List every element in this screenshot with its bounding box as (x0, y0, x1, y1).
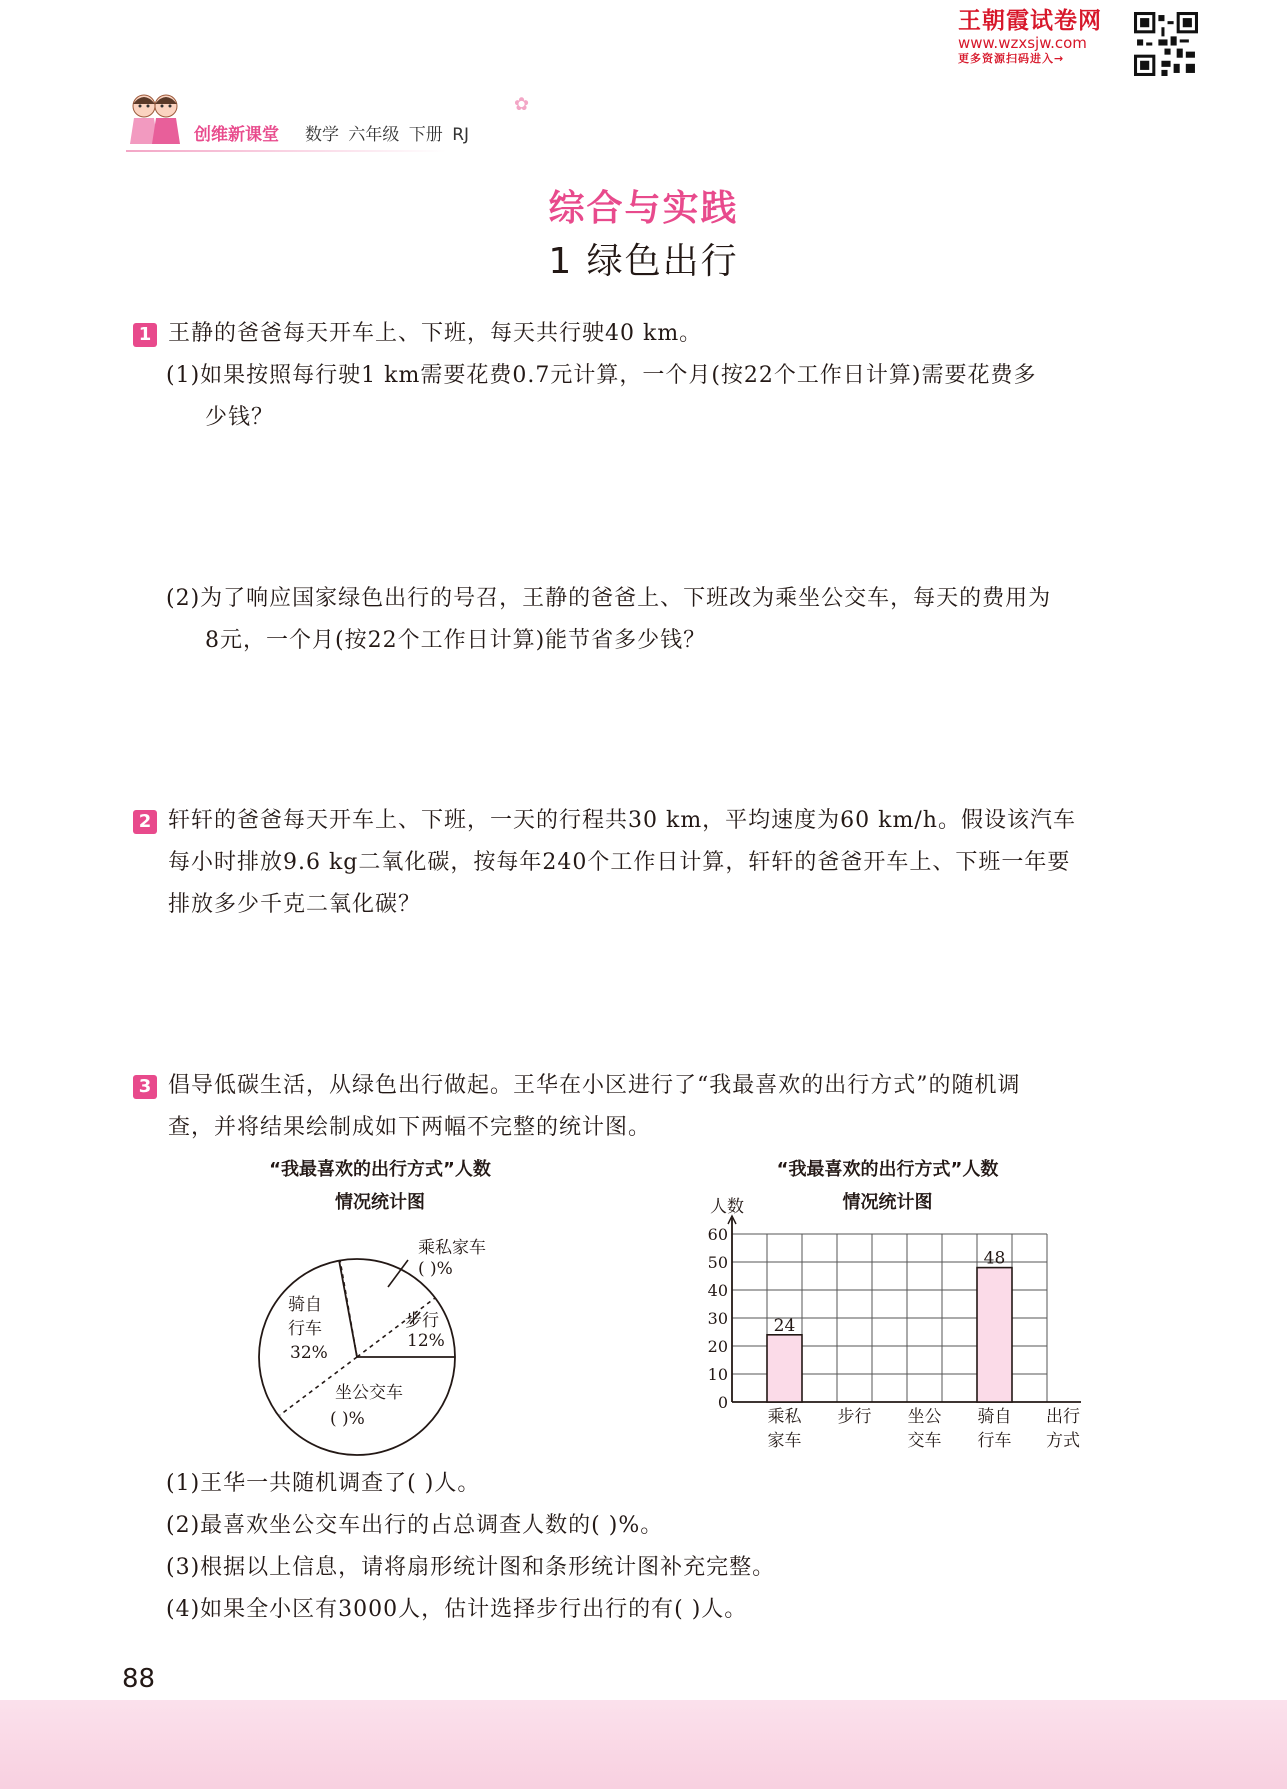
kids-mascot-icon (124, 88, 188, 152)
series-name: 创维新课堂 (194, 125, 279, 145)
question-2-line-2: 每小时排放9.6 kg二氧化碳，按每年240个工作日计算，轩轩的爸爸开车上、下班一年要 (168, 850, 1071, 875)
bar-value-label: 24 (773, 1315, 796, 1336)
x-axis-label-1: 出行 (1046, 1407, 1080, 1427)
pie-label-walk: 步行 (405, 1311, 439, 1331)
y-tick-label: 60 (707, 1225, 728, 1244)
flower-decoration-icon: ✿ (514, 94, 530, 115)
brand-block (958, 8, 1138, 66)
question-3-sub-3: (3)根据以上信息，请将扇形统计图和条形统计图补充完整。 (166, 1555, 776, 1580)
x-tick-label: 行车 (977, 1431, 1012, 1451)
bar-value-label: 48 (983, 1248, 1006, 1269)
bar (767, 1335, 802, 1402)
question-1-stem: 王静的爸爸每天开车上、下班，每天共行驶40 km。 (168, 321, 703, 346)
y-tick-label: 50 (707, 1253, 728, 1272)
y-tick-label: 30 (707, 1309, 728, 1328)
question-1-part-2-line-1: (2)为了响应国家绿色出行的号召，王静的爸爸上、下班改为乘坐公交车，每天的费用为 (166, 586, 1052, 611)
pie-value-bike: 32% (290, 1343, 328, 1363)
brand-more: 更多资源扫码进入→ (958, 52, 1065, 65)
question-2-line-1: 轩轩的爸爸每天开车上、下班，一天的行程共30 km，平均速度为60 km/h。假设该汽车 (168, 808, 1076, 833)
pie-label-car: 乘私家车 (418, 1238, 486, 1258)
pie-chart-subtitle: 情况统计图 (335, 1192, 425, 1213)
question-number-3: 3 (133, 1075, 157, 1099)
bar-chart-title: “我最喜欢的出行方式”人数 (776, 1159, 999, 1180)
question-1-part-2-line-2: 8元，一个月(按22个工作日计算)能节省多少钱？ (205, 628, 707, 653)
pie-value-bus: ( )% (330, 1409, 365, 1429)
question-number-1: 1 (133, 323, 157, 347)
bar-chart-subtitle: 情况统计图 (842, 1192, 933, 1213)
question-1-part-1-line-1: (1)如果按照每行驶1 km需要花费0.7元计算，一个月(按22个工作日计算)需要花费多 (166, 363, 1037, 388)
y-tick-label: 10 (707, 1365, 728, 1384)
pie-label-bus: 坐公交车 (335, 1383, 403, 1403)
bar-chart (700, 1188, 1100, 1458)
question-3-sub-4: (4)如果全小区有3000人，估计选择步行出行的有( )人。 (166, 1597, 748, 1622)
x-tick-label: 家车 (767, 1431, 802, 1451)
y-tick-label: 40 (707, 1281, 728, 1300)
x-tick-label: 坐公 (907, 1407, 942, 1427)
footer-band (0, 1700, 1287, 1789)
pie-value-walk: 12% (407, 1331, 445, 1351)
y-axis-label: 人数 (710, 1197, 744, 1217)
y-tick-label: 0 (717, 1393, 728, 1412)
brand-name: 王朝霞试卷网 (958, 8, 1102, 34)
x-tick-label: 骑自 (977, 1407, 1012, 1427)
question-3-sub-1: (1)王华一共随机调查了( )人。 (166, 1471, 481, 1496)
question-1-part-1-line-2: 少钱？ (205, 405, 275, 430)
x-tick-label: 乘私 (767, 1407, 802, 1427)
bar-chart-categories (768, 1407, 1012, 1451)
question-3-line-1: 倡导低碳生活，从绿色出行做起。王华在小区进行了“我最喜欢的出行方式”的随机调 (168, 1073, 1021, 1098)
x-tick-label: 交车 (907, 1431, 942, 1451)
pie-callout-car (388, 1260, 408, 1287)
pie-label-bike-1: 骑自 (288, 1295, 322, 1315)
section-title: 综合与实践 (548, 188, 739, 229)
brand-url[interactable]: www.wzxsjw.com (958, 34, 1087, 52)
qr-code-icon (1134, 12, 1198, 76)
header-divider (126, 150, 446, 152)
y-tick-label: 20 (707, 1337, 728, 1356)
pie-value-car: ( )% (418, 1259, 453, 1279)
question-number-2: 2 (133, 810, 157, 834)
x-axis-label-2: 方式 (1046, 1431, 1080, 1451)
bar (977, 1268, 1012, 1402)
lesson-title: 1 绿色出行 (548, 241, 739, 282)
pie-chart (250, 1230, 550, 1460)
question-3-sub-2: (2)最喜欢坐公交车出行的占总调查人数的( )%。 (166, 1513, 664, 1538)
page-number: 88 (122, 1664, 156, 1694)
question-2-line-3: 排放多少千克二氧化碳？ (168, 892, 422, 917)
question-3-line-2: 查，并将结果绘制成如下两幅不完整的统计图。 (168, 1115, 652, 1140)
pie-chart-title: “我最喜欢的出行方式”人数 (269, 1159, 491, 1180)
bar-chart-ticks (708, 1225, 728, 1412)
x-tick-label: 步行 (837, 1407, 872, 1427)
pie-label-bike-2: 行车 (288, 1319, 322, 1339)
bar-chart-marks (767, 1249, 1012, 1402)
subject-info: 数学 六年级 下册 RJ (305, 125, 470, 145)
